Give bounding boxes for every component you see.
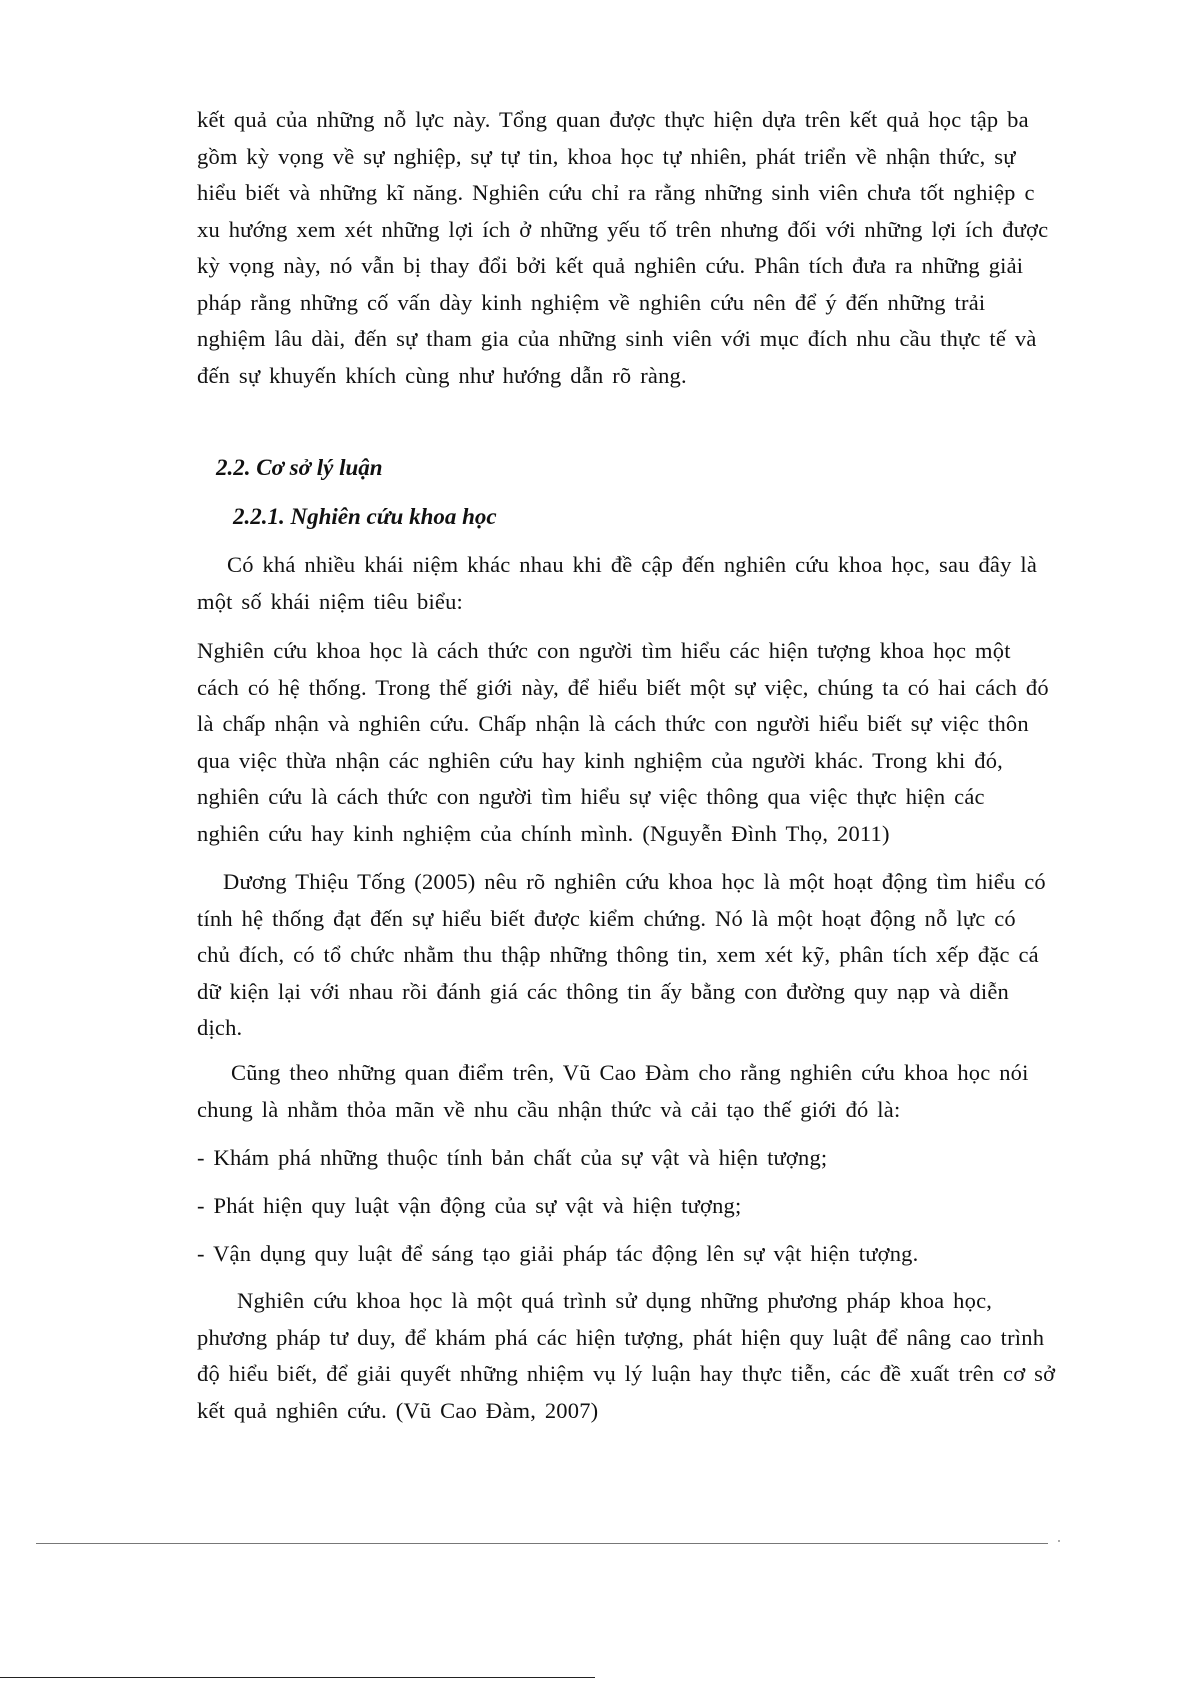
text-line: - Phát hiện quy luật vận động của sự vật và hiện tượng; <box>197 1193 742 1218</box>
body-paragraph <box>197 1055 1152 1128</box>
text-line: xu hướng xem xét những lợi ích ở những yếu tố trên nhưng đối với những lợi ích được <box>197 216 1049 242</box>
intro-paragraph <box>197 102 1152 394</box>
text-line: kỳ vọng này, nó vẫn bị thay đổi bởi kết quả nghiên cứu. Phân tích đưa ra những giải <box>197 253 1024 278</box>
text-line: kết quả của những nỗ lực này. Tổng quan được thực hiện dựa trên kết quả học tập ba <box>197 107 1029 132</box>
text-line: gồm kỳ vọng về sự nghiệp, sự tự tin, khoa học tự nhiên, phát triển về nhận thức, sự <box>197 143 1016 169</box>
body-paragraph <box>197 1283 1152 1429</box>
text-line: dữ kiện lại với nhau rồi đánh giá các thông tin ấy bằng con đường quy nạp và diễn <box>197 978 1009 1004</box>
section-heading: 2.2. Cơ sở lý luận <box>216 455 383 480</box>
text-line: Dương Thiệu Tống (2005) nêu rõ nghiên cứu khoa học là một hoạt động tìm hiểu có <box>223 869 1046 894</box>
text-line: Có khá nhiều khái niệm khác nhau khi đề cập đến nghiên cứu khoa học, sau đây là <box>227 552 1038 577</box>
subsection-heading: 2.2.1. Nghiên cứu khoa học <box>233 504 497 529</box>
text-line: độ hiểu biết, để giải quyết những nhiệm vụ lý luận hay thực tiễn, các đề xuất trên cơ sở <box>197 1361 1056 1386</box>
list-item <box>197 1236 1152 1273</box>
body-paragraph <box>197 864 1152 1047</box>
footer-mark <box>1058 1540 1060 1542</box>
footer-divider <box>36 1543 1048 1544</box>
text-line: là chấp nhận và nghiên cứu. Chấp nhận là cách thức con người hiểu biết sự việc thôn <box>197 711 1029 736</box>
text-line: pháp rằng những cố vấn dày kinh nghiệm về nghiên cứu nên để ý đến những trải <box>197 289 986 315</box>
text-line: nghiên cứu là cách thức con người tìm hiểu sự việc thông qua việc thực hiện các <box>197 784 985 809</box>
text-line: đến sự khuyến khích cùng như hướng dẫn rõ ràng. <box>197 362 687 388</box>
text-line: cách có hệ thống. Trong thế giới này, để hiểu biết một sự việc, chúng ta có hai cách đó <box>197 674 1049 700</box>
body-paragraph <box>197 547 1152 620</box>
text-line: nghiệm lâu dài, đến sự tham gia của những sinh viên với mục đích nhu cầu thực tế và <box>197 326 1037 351</box>
text-line: một số khái niệm tiêu biểu: <box>197 588 463 614</box>
text-line: - Khám phá những thuộc tính bản chất của sự vật và hiện tượng; <box>197 1145 828 1170</box>
body-paragraph <box>197 633 1152 852</box>
page-bottom-divider <box>0 1677 595 1678</box>
text-line: kết quả nghiên cứu. (Vũ Cao Đàm, 2007) <box>197 1397 599 1423</box>
text-line: phương pháp tư duy, để khám phá các hiện tượng, phát hiện quy luật để nâng cao trình <box>197 1324 1045 1350</box>
text-line: Cũng theo những quan điểm trên, Vũ Cao Đàm cho rằng nghiên cứu khoa học nói <box>231 1060 1029 1085</box>
text-line: chung là nhằm thỏa mãn về nhu cầu nhận thức và cải tạo thế giới đó là: <box>197 1096 901 1122</box>
text-line: nghiên cứu hay kinh nghiệm của chính mình. (Nguyễn Đình Thọ, 2011) <box>197 820 890 846</box>
text-line: hiểu biết và những kĩ năng. Nghiên cứu chỉ ra rằng những sinh viên chưa tốt nghiệp c <box>197 180 1035 205</box>
text-line: Nghiên cứu khoa học là một quá trình sử dụng những phương pháp khoa học, <box>237 1288 993 1313</box>
text-line: Nghiên cứu khoa học là cách thức con người tìm hiểu các hiện tượng khoa học một <box>197 638 1011 663</box>
text-line: tính hệ thống đạt đến sự hiểu biết được kiểm chứng. Nó là một hoạt động nỗ lực có <box>197 905 1016 931</box>
list-item <box>197 1140 1152 1177</box>
text-line: chủ đích, có tổ chức nhằm thu thập những thông tin, xem xét kỹ, phân tích xếp đặc cá <box>197 942 1039 967</box>
text-line: qua việc thừa nhận các nghiên cứu hay kinh nghiệm của người khác. Trong khi đó, <box>197 747 1003 773</box>
text-line: - Vận dụng quy luật để sáng tạo giải pháp tác động lên sự vật hiện tượng. <box>197 1241 919 1266</box>
text-line: dịch. <box>197 1015 243 1040</box>
list-item <box>197 1188 1152 1225</box>
